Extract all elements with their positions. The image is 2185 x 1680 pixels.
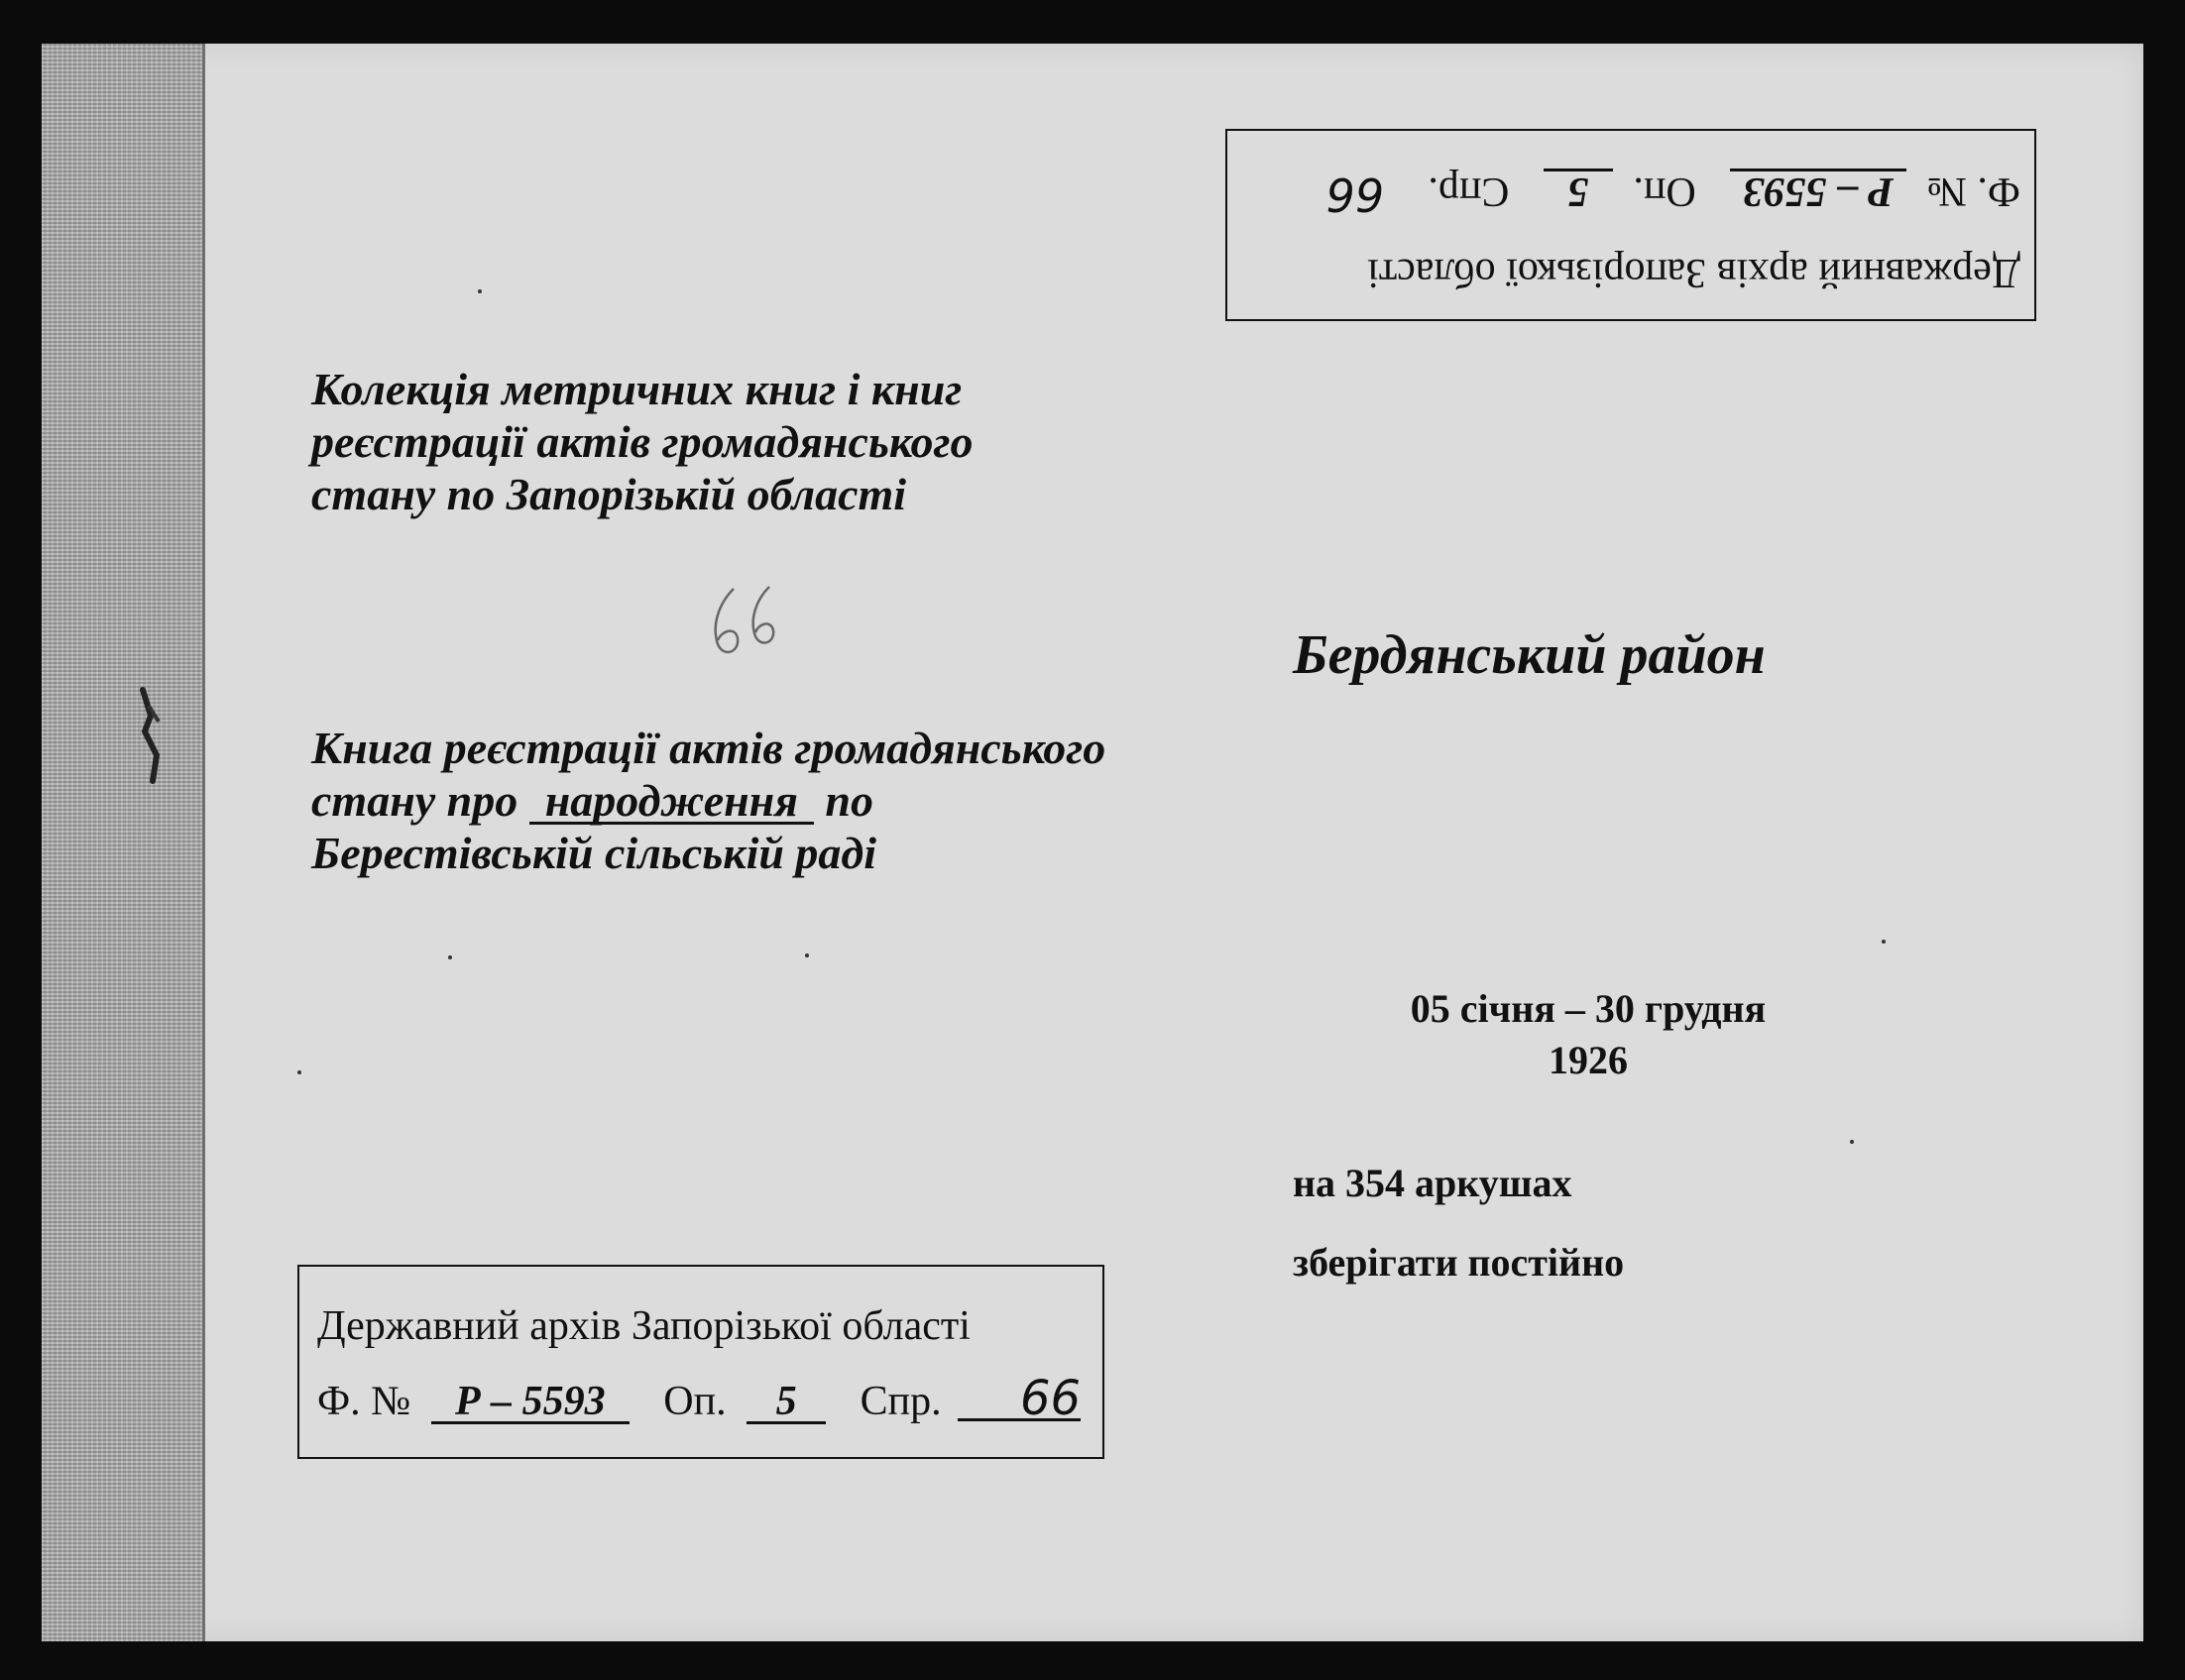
- book-line-2-prefix: стану про: [311, 775, 518, 826]
- dust-speck: [297, 1070, 301, 1074]
- pencil-66-mark: [704, 583, 783, 662]
- archive-stamp-inverted-title: Державний архів Запорізької області: [1367, 250, 2020, 295]
- book-line-2-suffix: по: [825, 775, 873, 826]
- fond-value: Р – 5593: [1730, 168, 1906, 211]
- binding-spine: [42, 44, 205, 1641]
- book-line-3: Берестівській сільській раді: [311, 828, 877, 878]
- sprava-value: 66: [958, 1379, 1081, 1421]
- sprava-label: Спр.: [1428, 168, 1510, 214]
- date-range: [1330, 983, 1846, 1086]
- archive-stamp-title: Державний архів Запорізької області: [317, 1303, 971, 1349]
- fond-value: Р – 5593: [431, 1382, 630, 1424]
- retention-note: зберігати постійно: [1293, 1240, 1625, 1285]
- archive-stamp-inverted: [1225, 129, 2036, 321]
- archive-stamp: [297, 1265, 1104, 1459]
- opys-value: 5: [747, 1382, 826, 1424]
- sprava-value: 66: [1325, 168, 1385, 221]
- archive-stamp-codes: [317, 1364, 1085, 1439]
- sheet-count: на 354 аркушах: [1293, 1161, 1572, 1205]
- book-line-2: [311, 774, 1105, 827]
- book-event-type: народження: [529, 780, 814, 825]
- collection-line-3: стану по Запорізькій області: [311, 469, 907, 519]
- dust-speck: [805, 953, 809, 957]
- sprava-label: Спр.: [860, 1379, 942, 1424]
- fond-label: Ф. №: [317, 1379, 411, 1424]
- document-page: [42, 44, 2143, 1641]
- fond-label: Ф. №: [1926, 168, 2020, 214]
- district-title: Бердянський район: [1293, 624, 1766, 686]
- opys-label: Оп.: [1633, 168, 1696, 214]
- book-line-1: Книга реєстрації актів громадянського: [311, 723, 1106, 773]
- dust-speck: [1882, 940, 1886, 944]
- binding-thread-mark: [137, 686, 167, 785]
- dust-speck: [478, 289, 482, 293]
- collection-title: [311, 363, 973, 520]
- archive-stamp-inverted-codes: [1241, 151, 2020, 232]
- opys-label: Оп.: [663, 1379, 727, 1424]
- date-range-text: 05 січня – 30 грудня: [1410, 986, 1767, 1031]
- book-title: [311, 722, 1105, 879]
- dust-speck: [448, 955, 452, 959]
- date-year: 1926: [1549, 1038, 1628, 1082]
- collection-line-2: реєстрації актів громадянського: [311, 416, 974, 467]
- collection-line-1: Колекція метричних книг і книг: [311, 364, 963, 414]
- storage-info: [1293, 1144, 1624, 1302]
- dust-speck: [1850, 1140, 1854, 1144]
- pencil-file-number: [704, 583, 783, 662]
- opys-value: 5: [1544, 168, 1613, 211]
